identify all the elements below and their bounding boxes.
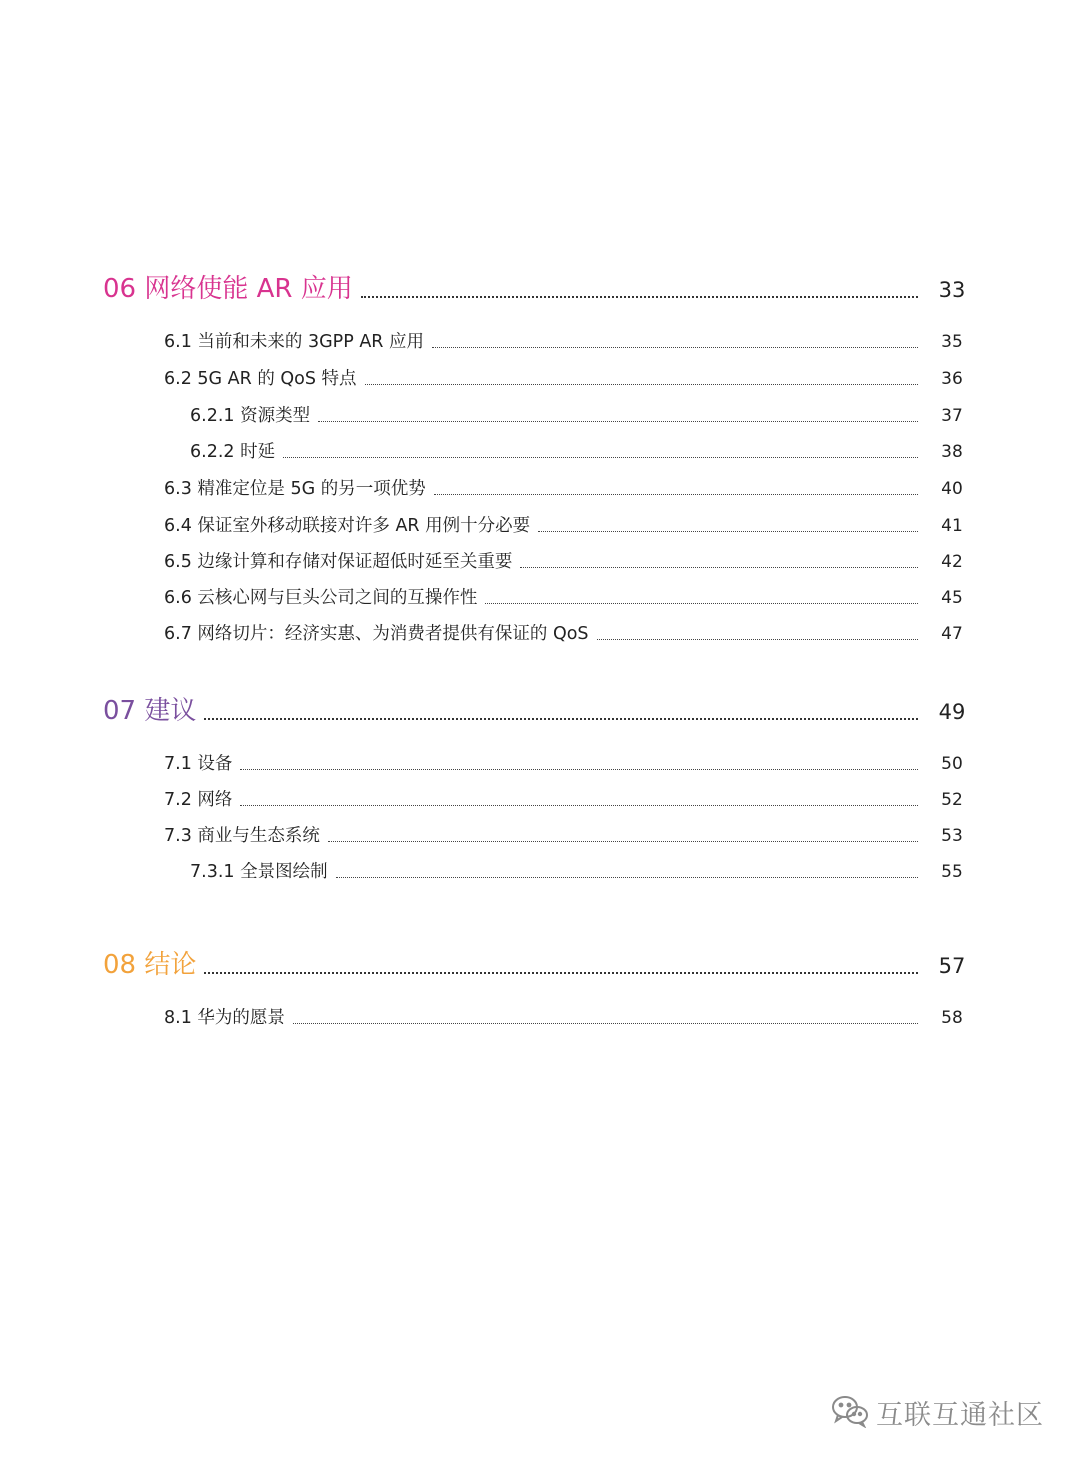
dot-leader [597,639,918,640]
toc-entry-title: 6.1 当前和未来的 3GPP AR 应用 [164,332,425,352]
toc-entry-page: 58 [941,1008,963,1028]
dot-leader [520,567,918,568]
toc-entry-6-1[interactable] [164,328,980,353]
dot-leader [361,296,918,298]
dot-leader [328,841,918,842]
toc-chapter-07[interactable] [103,690,980,727]
toc-entry-7-3-1[interactable] [190,858,980,883]
toc-entry-page: 42 [941,552,963,572]
toc-entry-title: 7.3.1 全景图绘制 [190,862,328,882]
dot-leader [283,457,918,458]
toc-entry-title: 6.5 边缘计算和存储对保证超低时延至关重要 [164,552,513,572]
toc-entry-title: 6.4 保证室外移动联接对许多 AR 用例十分必要 [164,516,531,536]
toc-entry-7-2[interactable] [164,786,980,811]
dot-leader [318,421,918,422]
wechat-icon [830,1394,870,1432]
chapter-07-title: 07 建议 [103,696,197,726]
toc-entry-page: 55 [941,862,963,882]
toc-entry-title: 6.2 5G AR 的 QoS 特点 [164,369,357,389]
toc-entry-page: 53 [941,826,963,846]
toc-entry-title: 6.2.1 资源类型 [190,406,311,426]
toc-entry-page: 47 [941,624,963,644]
toc-entry-6-2-1[interactable] [190,402,980,427]
toc-entry-6-5[interactable] [164,548,980,573]
chapter-06-page: 33 [938,278,966,302]
toc-entry-title: 6.2.2 时延 [190,442,276,462]
dot-leader [293,1023,918,1024]
dot-leader [336,877,918,878]
toc-entry-6-4[interactable] [164,512,980,537]
toc-entry-title: 8.1 华为的愿景 [164,1008,285,1028]
dot-leader [240,805,918,806]
toc-entry-page: 35 [941,332,963,352]
toc-entry-title: 6.3 精准定位是 5G 的另一项优势 [164,479,426,499]
toc-chapter-08[interactable] [103,944,980,981]
toc-entry-title: 7.2 网络 [164,790,233,810]
dot-leader [485,603,918,604]
toc-entry-7-3[interactable] [164,822,980,847]
toc-entry-title: 6.6 云核心网与巨头公司之间的互操作性 [164,588,478,608]
chapter-07-page: 49 [938,700,966,724]
toc-entry-6-3[interactable] [164,475,980,500]
toc-entry-page: 45 [941,588,963,608]
toc-entry-page: 36 [941,369,963,389]
toc-entry-page: 37 [941,406,963,426]
watermark [830,1393,1044,1432]
toc-entry-8-1[interactable] [164,1004,980,1029]
toc-entry-6-7[interactable] [164,620,980,645]
dot-leader [204,972,918,974]
toc-entry-7-1[interactable] [164,750,980,775]
chapter-08-title: 08 结论 [103,950,197,980]
toc-entry-title: 7.1 设备 [164,754,233,774]
toc-entry-6-2[interactable] [164,365,980,390]
dot-leader [432,347,918,348]
toc-entry-page: 50 [941,754,963,774]
chapter-08-page: 57 [938,954,966,978]
toc-entry-6-2-2[interactable] [190,438,980,463]
toc-entry-page: 40 [941,479,963,499]
toc-entry-page: 41 [941,516,963,536]
toc-entry-page: 38 [941,442,963,462]
toc-entry-page: 52 [941,790,963,810]
dot-leader [204,718,918,720]
toc-entry-title: 7.3 商业与生态系统 [164,826,320,846]
toc-entry-title: 6.7 网络切片：经济实惠、为消费者提供有保证的 QoS [164,624,589,644]
dot-leader [240,769,918,770]
toc-chapter-06[interactable] [103,268,980,305]
dot-leader [365,384,918,385]
watermark-text: 互联互通社区 [876,1400,1044,1431]
dot-leader [538,531,918,532]
chapter-06-title: 06 网络使能 AR 应用 [103,274,353,304]
dot-leader [434,494,918,495]
toc-entry-6-6[interactable] [164,584,980,609]
